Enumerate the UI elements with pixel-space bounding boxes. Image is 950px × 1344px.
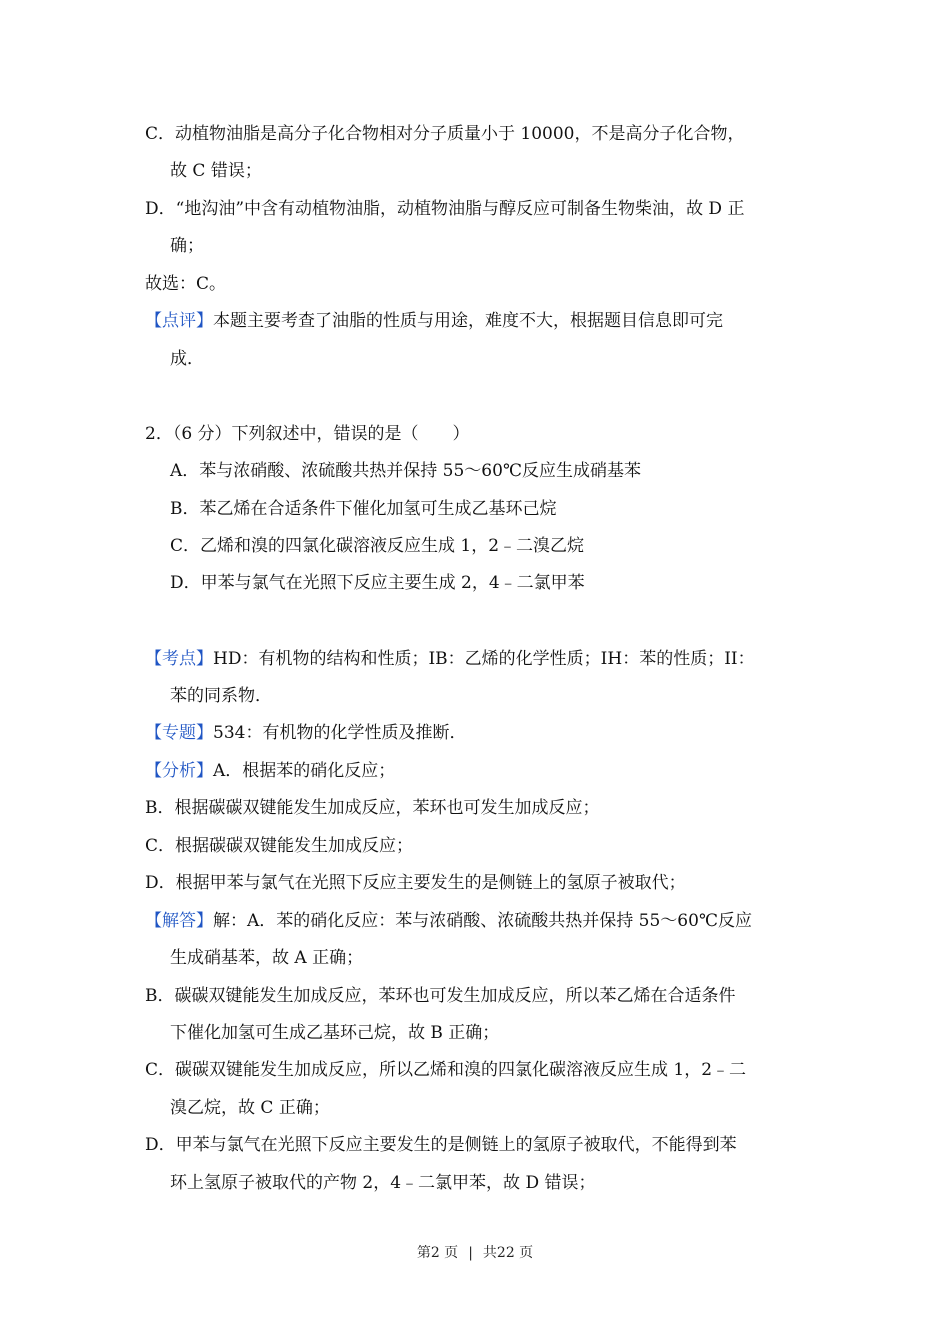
analysis-d: D．根据甲苯与氯气在光照下反应主要发生的是侧链上的氢原子被取代； [145,873,686,893]
knowledge-point-line: 【考点】HD：有机物的结构和性质；IB：乙烯的化学性质；IH：苯的性质；II： [145,649,755,669]
solution-c: C．碳碳双键能发生加成反应，所以乙烯和溴的四氯化碳溶液反应生成 1，2﹣二 [145,1060,747,1080]
comment-tag: 【点评】 [145,311,213,331]
option-c-explanation: C．动植物油脂是高分子化合物相对分子质量小于 10000，不是高分子化合物， [145,124,745,144]
analysis-b: B．根据碳碳双键能发生加成反应，苯环也可发生加成反应； [145,798,600,818]
solution-b-cont: 下催化加氢可生成乙基环己烷，故 B 正确； [170,1023,500,1043]
option-d-explanation-cont: 确； [170,236,204,256]
solution-d-cont: 环上氢原子被取代的产物 2，4﹣二氯甲苯，故 D 错误； [170,1173,596,1193]
topic-line: 【专题】534：有机物的化学性质及推断． [145,723,467,743]
question-2-option-b: B．苯乙烯在合适条件下催化加氢可生成乙基环己烷 [170,499,557,519]
knowledge-point-tag: 【考点】 [145,649,213,669]
page-footer [0,1244,950,1262]
question-2-stem: 2．（6 分）下列叙述中，错误的是（ ） [145,424,470,444]
comment-line: 【点评】本题主要考查了油脂的性质与用途，难度不大，根据题目信息即可完 [145,311,723,331]
solution-c-cont: 溴乙烷，故 C 正确； [170,1098,330,1118]
topic-tag: 【专题】 [145,723,213,743]
analysis-c: C．根据碳碳双键能发生加成反应； [145,836,414,856]
page-number: 第2 页 [416,1245,459,1261]
solution-tag: 【解答】 [145,911,213,931]
solution-d: D．甲苯与氯气在光照下反应主要发生的是侧链上的氢原子被取代，不能得到苯 [145,1135,737,1155]
question-2-option-d: D．甲苯与氯气在光照下反应主要生成 2，4﹣二氯甲苯 [170,573,585,593]
page-total: 共22 页 [482,1245,534,1261]
option-c-explanation-cont: 故 C 错误； [170,161,262,181]
analysis-line: 【分析】A．根据苯的硝化反应； [145,761,396,781]
comment-line-cont: 成． [170,349,204,369]
knowledge-point-line-cont: 苯的同系物． [170,686,272,706]
solution-line: 【解答】解：A．苯的硝化反应：苯与浓硝酸、浓硫酸共热并保持 55～60℃反应 [145,911,752,931]
solution-line-cont: 生成硝基苯，故 A 正确； [170,948,364,968]
solution-b: B．碳碳双键能发生加成反应，苯环也可发生加成反应，所以苯乙烯在合适条件 [145,986,736,1006]
question-2-option-a: A．苯与浓硝酸、浓硫酸共热并保持 55～60℃反应生成硝基苯 [170,461,641,481]
option-d-explanation: D．“地沟油”中含有动植物油脂，动植物油脂与醇反应可制备生物柴油，故 D 正 [145,199,745,219]
analysis-tag: 【分析】 [145,761,213,781]
answer-choice: 故选：C。 [145,274,227,294]
question-2-option-c: C．乙烯和溴的四氯化碳溶液反应生成 1，2﹣二溴乙烷 [170,536,585,556]
footer-separator: | [468,1245,473,1261]
